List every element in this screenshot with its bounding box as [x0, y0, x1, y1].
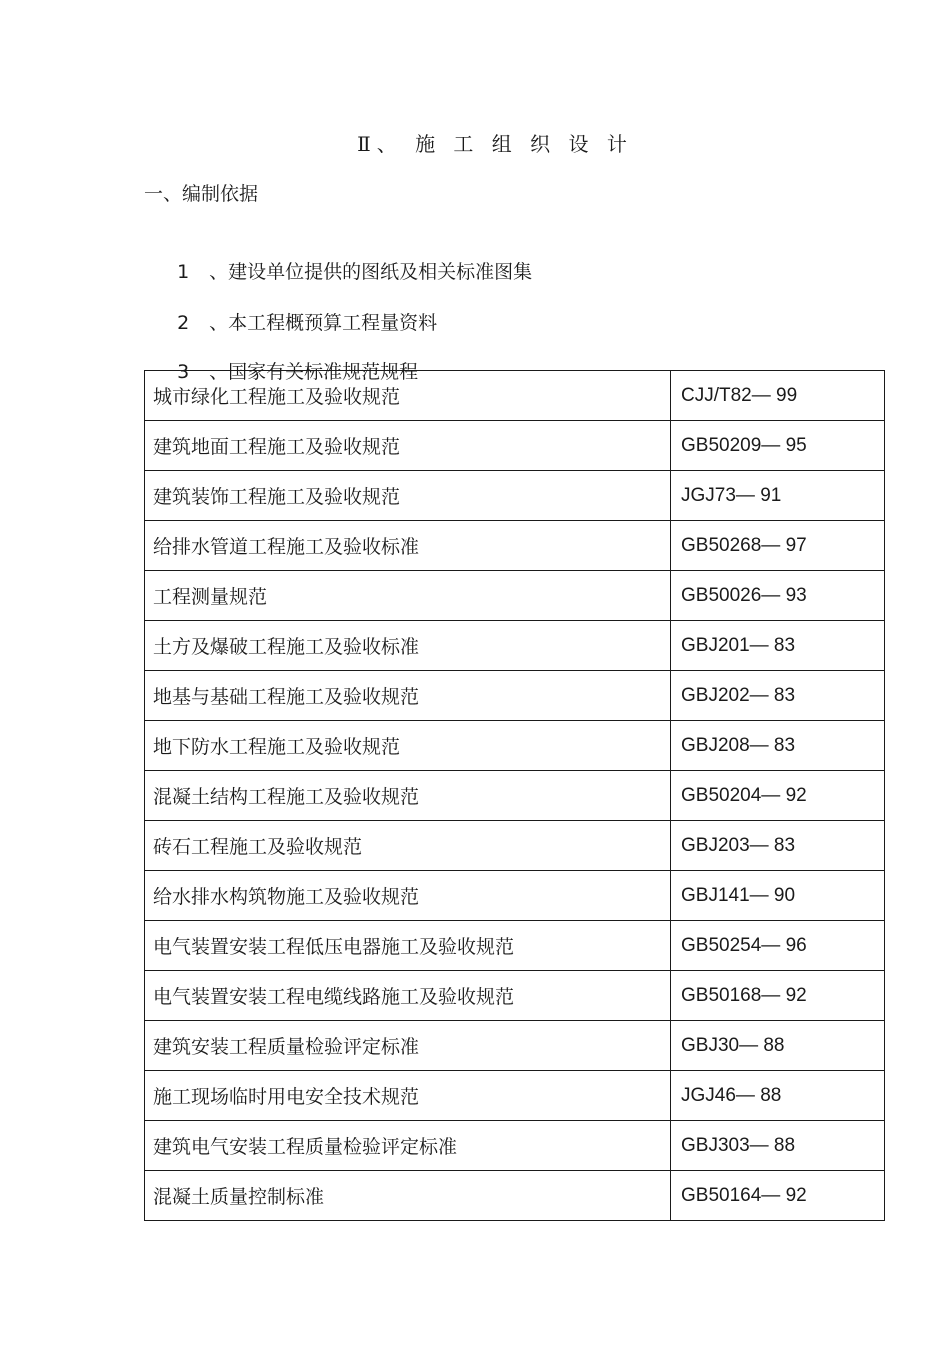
table-row: [145, 1121, 885, 1171]
page-title: Ⅱ、 施 工 组 织 设 计: [357, 132, 633, 156]
standard-name-cell: 给排水管道工程施工及验收标准: [145, 521, 671, 571]
table-row: [145, 421, 885, 471]
basis-item-number: 3: [177, 361, 190, 383]
table-row: [145, 821, 885, 871]
standard-code-cell: GB50164— 92: [671, 1171, 885, 1221]
standard-name-cell: 土方及爆破工程施工及验收标准: [145, 621, 671, 671]
basis-item-number: 1: [177, 261, 190, 283]
table-row: [145, 371, 885, 421]
basis-item-text: 、本工程概预算工程量资料: [209, 312, 438, 334]
table-row: [145, 971, 885, 1021]
standard-name-cell: 建筑地面工程施工及验收规范: [145, 421, 671, 471]
table-row: [145, 621, 885, 671]
standard-name-cell: 施工现场临时用电安全技术规范: [145, 1071, 671, 1121]
standard-code-cell: GB50026— 93: [671, 571, 885, 621]
standard-name-cell: 建筑安装工程质量检验评定标准: [145, 1021, 671, 1071]
standard-code-cell: GB50254— 96: [671, 921, 885, 971]
standard-code-cell: GBJ208— 83: [671, 721, 885, 771]
table-row: [145, 871, 885, 921]
standard-code-cell: GB50268— 97: [671, 521, 885, 571]
standards-table-body: [145, 371, 885, 1221]
standard-code-cell: JGJ46— 88: [671, 1071, 885, 1121]
table-row: [145, 521, 885, 571]
standard-name-cell: 混凝土质量控制标准: [145, 1171, 671, 1221]
standard-name-cell: 电气装置安装工程低压电器施工及验收规范: [145, 921, 671, 971]
standard-code-cell: JGJ73— 91: [671, 471, 885, 521]
table-row: [145, 671, 885, 721]
standard-code-cell: GBJ30— 88: [671, 1021, 885, 1071]
standard-name-cell: 混凝土结构工程施工及验收规范: [145, 771, 671, 821]
standard-name-cell: 砖石工程施工及验收规范: [145, 821, 671, 871]
standard-name-cell: 城市绿化工程施工及验收规范: [145, 371, 671, 421]
basis-item-text: 、建设单位提供的图纸及相关标准图集: [209, 261, 533, 283]
standard-code-cell: CJJ/T82— 99: [671, 371, 885, 421]
standard-name-cell: 建筑电气安装工程质量检验评定标准: [145, 1121, 671, 1171]
basis-item: [165, 281, 437, 337]
standard-name-cell: 给水排水构筑物施工及验收规范: [145, 871, 671, 921]
standard-name-cell: 地下防水工程施工及验收规范: [145, 721, 671, 771]
table-row: [145, 571, 885, 621]
table-row: [145, 1071, 885, 1121]
basis-item: [165, 230, 532, 286]
standard-code-cell: GBJ203— 83: [671, 821, 885, 871]
standard-code-cell: GB50204— 92: [671, 771, 885, 821]
standard-code-cell: GB50168— 92: [671, 971, 885, 1021]
table-row: [145, 1171, 885, 1221]
table-row: [145, 1021, 885, 1071]
table-row: [145, 471, 885, 521]
standard-code-cell: GBJ141— 90: [671, 871, 885, 921]
standard-name-cell: 地基与基础工程施工及验收规范: [145, 671, 671, 721]
standard-name-cell: 建筑装饰工程施工及验收规范: [145, 471, 671, 521]
standard-code-cell: GBJ202— 83: [671, 671, 885, 721]
standards-table: [144, 370, 885, 1221]
standard-name-cell: 电气装置安装工程电缆线路施工及验收规范: [145, 971, 671, 1021]
basis-item-text: 、国家有关标准规范规程: [209, 361, 419, 383]
table-row: [145, 771, 885, 821]
standard-name-cell: 工程测量规范: [145, 571, 671, 621]
table-row: [145, 721, 885, 771]
standard-code-cell: GB50209— 95: [671, 421, 885, 471]
basis-item-number: 2: [177, 312, 190, 334]
standard-code-cell: GBJ303— 88: [671, 1121, 885, 1171]
section-heading: 一、编制依据: [144, 183, 259, 205]
standard-code-cell: GBJ201— 83: [671, 621, 885, 671]
table-row: [145, 921, 885, 971]
